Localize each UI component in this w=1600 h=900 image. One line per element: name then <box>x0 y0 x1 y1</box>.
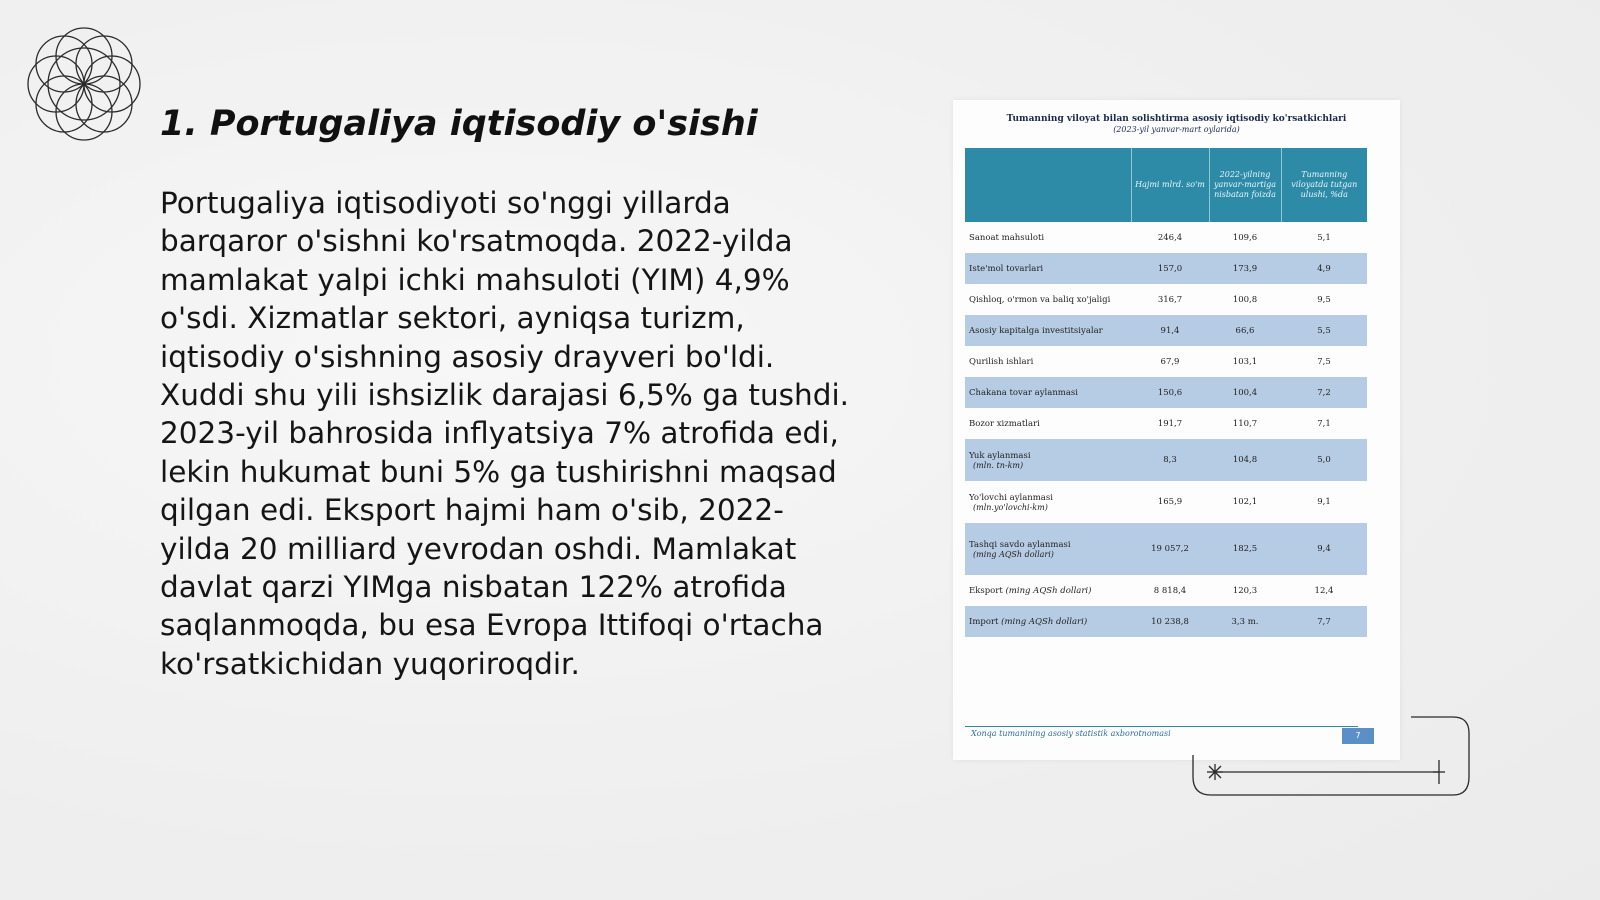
table-row <box>965 346 1367 377</box>
sparkle-icon <box>1207 764 1223 780</box>
row-label-text: Sanoat mahsuloti <box>969 232 1045 243</box>
table-cell: 9,5 <box>1317 294 1331 305</box>
row-label-text: Eksport <box>969 585 1003 596</box>
table-cell: 110,7 <box>1232 418 1258 429</box>
table-cell: 165,9 <box>1157 497 1183 507</box>
table-cell: 8 818,4 <box>1153 585 1187 596</box>
row-label <box>965 439 1131 481</box>
table-row <box>965 222 1367 253</box>
stats-table <box>965 148 1367 637</box>
crosshair-icon <box>1433 760 1445 784</box>
table-row <box>965 284 1367 315</box>
table-cell: 7,2 <box>1281 377 1367 408</box>
row-label-text: Iste'mol tovarlari <box>969 263 1044 274</box>
row-label-text: Qishloq, o'rmon va baliq xo'jaligi <box>969 294 1111 305</box>
row-unit: (ming AQSh dollari) <box>973 549 1054 559</box>
table-cell: 173,9 <box>1209 253 1281 284</box>
table-row <box>965 377 1367 408</box>
slide-title: 1. Portugaliya iqtisodiy o'sishi <box>160 104 758 144</box>
row-unit: (mln. tn-km) <box>973 460 1024 470</box>
row-label-text: Qurilish ishlari <box>969 356 1034 367</box>
table-row <box>965 315 1367 346</box>
row-label-text: Chakana tovar aylanmasi <box>969 387 1079 398</box>
row-label-text: Import <box>969 616 999 627</box>
table-row <box>965 606 1367 637</box>
table-row <box>965 253 1367 284</box>
row-label-text: Bozor xizmatlari <box>969 418 1040 429</box>
row-label-text: Yuk aylanmasi <box>969 450 1031 461</box>
table-cell: 7,1 <box>1317 418 1331 429</box>
ornament-rings-icon <box>10 10 158 158</box>
table-row <box>965 439 1367 481</box>
table-cell: 104,8 <box>1209 439 1281 481</box>
row-unit: (mln.yo'lovchi-km) <box>973 502 1048 512</box>
row-label <box>965 575 1131 606</box>
column-header <box>965 148 1131 222</box>
table-cell: 5,1 <box>1317 232 1331 243</box>
page-number-badge: 7 <box>1342 728 1374 744</box>
table-cell: 9,4 <box>1281 523 1367 575</box>
row-unit: (ming AQSh dollari) <box>1005 585 1092 596</box>
row-label <box>965 606 1131 637</box>
table-cell: 5,0 <box>1281 439 1367 481</box>
table-cell: 157,0 <box>1131 253 1209 284</box>
row-unit: (ming AQSh dollari) <box>1001 616 1088 627</box>
document-footer: Xonqa tumanining asosiy statistik axborotnomasi <box>971 729 1171 738</box>
decorative-bracket <box>1185 715 1475 815</box>
table-cell: 100,4 <box>1209 377 1281 408</box>
table-cell: 182,5 <box>1209 523 1281 575</box>
table-cell: 12,4 <box>1314 585 1334 596</box>
table-cell: 7,5 <box>1317 356 1331 367</box>
table-cell: 8,3 <box>1131 439 1209 481</box>
table-header-row <box>965 148 1367 222</box>
row-label <box>965 408 1131 439</box>
table-cell: 7,7 <box>1281 606 1367 637</box>
table-cell: 5,5 <box>1281 315 1367 346</box>
row-label <box>965 377 1131 408</box>
row-label <box>965 346 1131 377</box>
document-title: Tumanning viloyat bilan solishtirma asosiy iqtisodiy ko'rsatkichlari <box>1006 114 1347 124</box>
table-cell: 67,9 <box>1160 356 1180 367</box>
row-label-text: Tashqi savdo aylanmasi <box>969 539 1071 550</box>
table-row <box>965 523 1367 575</box>
row-label <box>965 284 1131 315</box>
document-subtitle: (2023-yil yanvar-mart oylarida) <box>1113 125 1240 134</box>
row-label <box>965 222 1131 253</box>
table-cell: 102,1 <box>1232 497 1258 507</box>
column-header: 2022-yilning yanvar-martiga nisbatan foizda <box>1209 148 1281 222</box>
table-cell: 19 057,2 <box>1131 523 1209 575</box>
body-paragraph: Portugaliya iqtisodiyoti so'nggi yillarda barqaror o'sishni ko'rsatmoqda. 2022-yilda mamlakat yalpi ichki mahsuloti (YIM) 4,9% o'sdi. Xizmatlar sektori, ayniqsa turizm, iqtisodiy o'sishning asosiy drayveri bo'ldi. Xuddi shu yili ishsizlik darajasi 6,5% ga tushdi. 2023-yil bahrosida inflyatsiya 7% atrofida edi, lekin hukumat buni 5% ga tushirishni maqsad qilgan edi. Eksport hajmi ham o'sib, 2022-yilda 20 milliard yevrodan oshdi. Mamlakat davlat qarzi YIMga nisbatan 122% atrofida saqlanmoqda, bu esa Evropa Ittifoqi o'rtacha ko'rsatkichidan yuqoriroqdir. <box>160 186 850 681</box>
table-cell: 100,8 <box>1232 294 1258 305</box>
column-header: Hajmi mlrd. so'm <box>1131 148 1209 222</box>
table-row <box>965 575 1367 606</box>
embedded-document <box>953 100 1400 760</box>
row-label <box>965 315 1131 346</box>
row-label-text: Asosiy kapitalga investitsiyalar <box>969 325 1103 336</box>
table-cell: 66,6 <box>1209 315 1281 346</box>
table-cell: 191,7 <box>1157 418 1183 429</box>
table-cell: 109,6 <box>1232 232 1258 243</box>
table-cell: 103,1 <box>1232 356 1258 367</box>
row-label <box>965 523 1131 575</box>
column-header: Tumanning viloyatda tutgan ulushi, %da <box>1281 148 1367 222</box>
table-cell: 9,1 <box>1317 497 1331 507</box>
row-label <box>965 253 1131 284</box>
table-cell: 91,4 <box>1131 315 1209 346</box>
table-cell: 4,9 <box>1281 253 1367 284</box>
table-row <box>965 481 1367 523</box>
table-row <box>965 408 1367 439</box>
table-cell: 10 238,8 <box>1131 606 1209 637</box>
table-cell: 120,3 <box>1232 585 1258 596</box>
row-label <box>965 481 1131 523</box>
row-label-text: Yo'lovchi aylanmasi <box>969 492 1053 503</box>
table-cell: 316,7 <box>1157 294 1183 305</box>
table-cell: 246,4 <box>1157 232 1183 243</box>
table-cell: 150,6 <box>1131 377 1209 408</box>
table-cell: 3,3 m. <box>1209 606 1281 637</box>
